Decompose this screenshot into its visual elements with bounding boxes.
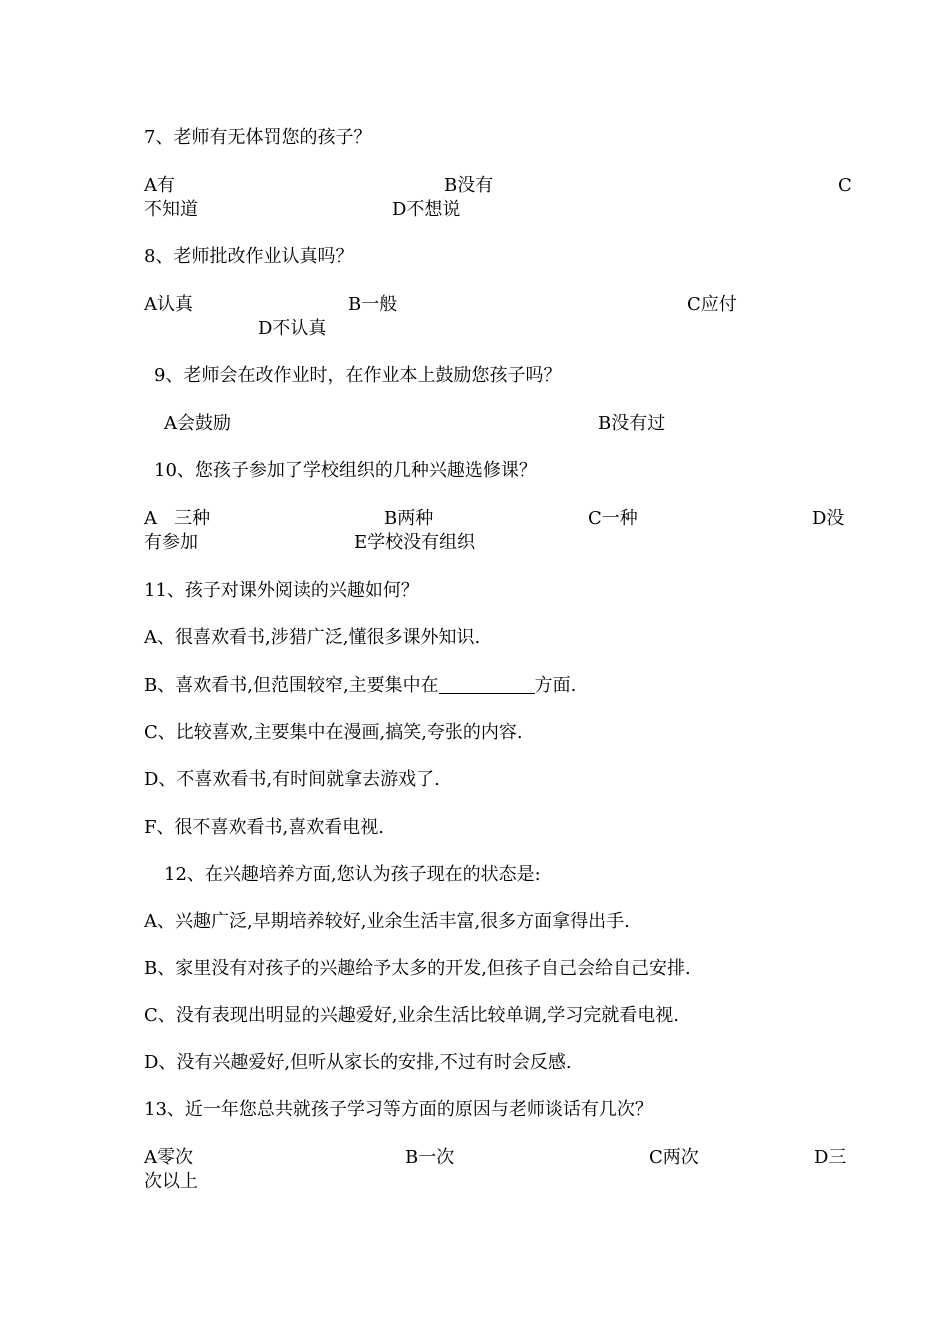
q10-option-c: C一种: [588, 508, 638, 529]
question-7: 7、老师有无体罚您的孩子？: [144, 127, 372, 148]
question-12: 12、在兴趣培养方面,您认为孩子现在的状态是:: [164, 864, 541, 885]
q13-option-d-continued: 次以上: [144, 1171, 198, 1192]
question-11: 11、孩子对课外阅读的兴趣如何？: [144, 580, 419, 601]
question-13: 13、近一年您总共就孩子学习等方面的原因与老师谈话有几次？: [144, 1099, 653, 1120]
q7-option-c-continued: 不知道: [144, 199, 198, 220]
q8-option-d: D不认真: [258, 318, 327, 339]
q7-option-d: D不想说: [392, 199, 461, 220]
q8-option-c: C应付: [687, 294, 737, 315]
q8-option-b: B一般: [348, 294, 398, 315]
q13-option-a: A零次: [144, 1147, 193, 1168]
q11-option-d: D、不喜欢看书,有时间就拿去游戏了.: [144, 769, 440, 790]
q10-option-e: E学校没有组织: [354, 532, 476, 553]
question-8: 8、老师批改作业认真吗？: [144, 246, 354, 267]
q11-option-a: A、很喜欢看书,涉猎广泛,懂很多课外知识.: [144, 627, 481, 648]
q10-option-d-continued: 有参加: [144, 532, 198, 553]
q11-option-c: C、比较喜欢,主要集中在漫画,搞笑,夸张的内容.: [144, 722, 523, 743]
q7-option-a: A有: [144, 175, 175, 196]
q12-option-d: D、没有兴趣爱好,但听从家长的安排,不过有时会反感.: [144, 1052, 572, 1073]
q8-option-a: A认真: [144, 294, 193, 315]
question-9: 9、老师会在改作业时，在作业本上鼓励您孩子吗？: [154, 365, 562, 386]
q13-option-c: C两次: [649, 1147, 699, 1168]
q10-option-a: A 三种: [144, 508, 211, 529]
q10-option-b: B两种: [384, 508, 434, 529]
q11-option-b: [144, 675, 576, 697]
q9-option-a: A会鼓励: [164, 413, 231, 434]
q7-option-c: C: [838, 175, 852, 196]
fill-in-blank: [439, 675, 535, 694]
q10-option-d: D没: [812, 508, 845, 529]
question-10: 10、您孩子参加了学校组织的几种兴趣选修课？: [154, 460, 537, 481]
q13-option-b: B一次: [405, 1147, 455, 1168]
q12-option-c: C、没有表现出明显的兴趣爱好,业余生活比较单调,学习完就看电视.: [144, 1005, 679, 1026]
q13-option-d: D三: [814, 1147, 847, 1168]
q12-option-b: B、家里没有对孩子的兴趣给予太多的开发,但孩子自己会给自己安排.: [144, 958, 691, 979]
q9-option-b: B没有过: [598, 413, 666, 434]
q11-option-b-suffix: 方面.: [534, 675, 577, 696]
q11-option-f: F、很不喜欢看书,喜欢看电视.: [144, 817, 384, 838]
q11-option-b-text: B、喜欢看书,但范围较窄,主要集中在: [144, 675, 439, 696]
q12-option-a: A、兴趣广泛,早期培养较好,业余生活丰富,很多方面拿得出手.: [144, 911, 630, 932]
q7-option-b: B没有: [444, 175, 494, 196]
